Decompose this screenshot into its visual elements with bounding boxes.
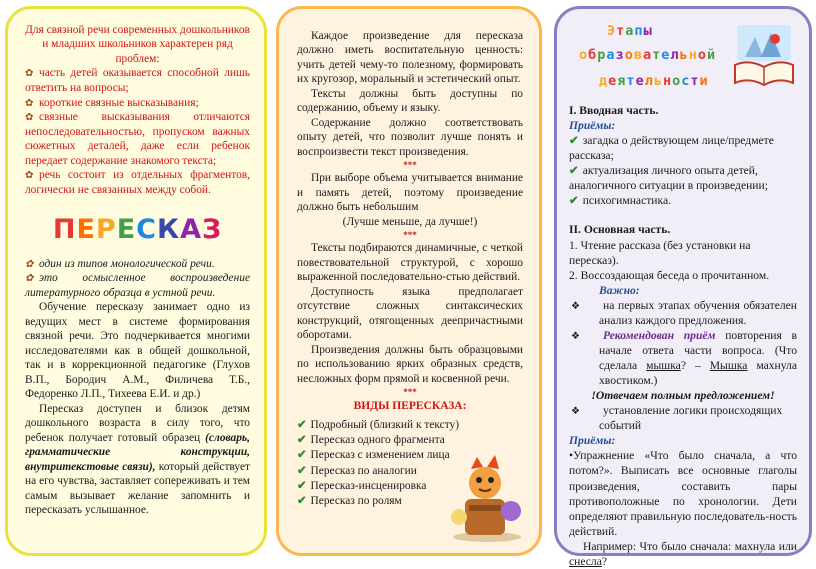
title-letter: б xyxy=(588,47,598,63)
big-title xyxy=(25,214,250,245)
title-letter: о xyxy=(672,73,682,89)
title-letter: й xyxy=(706,47,717,63)
definition-item: ✿ один из типов монологической речи. xyxy=(25,257,215,270)
important-item: ❖ на первых этапах обучения обязателен анализ каждого предложения. xyxy=(571,298,797,327)
panel-left xyxy=(5,6,267,556)
check-icon: ✔ xyxy=(569,134,579,148)
example-text: Например: Что было сначала: махнула или снесла? xyxy=(569,539,797,568)
title-letter: в xyxy=(633,47,643,63)
intro-item: ✔ психогимнастика. xyxy=(569,194,671,208)
flower-bullet-icon: ✿ xyxy=(25,112,34,124)
title-letter: Э xyxy=(607,23,617,39)
title-letter: л xyxy=(670,47,680,63)
paragraph-content: Содержание должно соответствовать опыту детей, что позволит лучше понять и воспроизвести текст произведения. xyxy=(297,116,523,158)
stages-title-line xyxy=(599,73,709,89)
section-main-title: II. Основная часть. xyxy=(569,223,671,237)
type-item: ✔ Пересказ по ролям xyxy=(297,494,402,507)
main-item: 2. Воссоздающая беседа о прочитанном. xyxy=(569,268,770,282)
type-item: ✔ Пересказ по аналогии xyxy=(297,464,417,477)
title-letter: а xyxy=(625,23,635,39)
title-letter: Е xyxy=(116,213,137,245)
paragraph-training: Обучение пересказу занимает одно из ведущих мест в системе формирования связной речи. Это подчеркивается многими исследователями как в общей дошкольной, так и в коррекционной педагогике (Глухов В.П., Бородич А.М., Филичева Т.Б., Федоренко Л.П., Тихеева Е.И. и др.) xyxy=(25,301,250,401)
paragraph-dynamic: Тексты подбираются динамичные, с четкой повествовательной структурой, с хорошо выраженной последовательно-стью действий. xyxy=(297,242,523,284)
recommended-item: ❖ Рекомендован приём повторения в начале ответа части вопроса. (Что сделала мышка? – Мышка махнула хвостиком.) xyxy=(571,328,798,388)
check-icon: ✔ xyxy=(297,494,307,507)
check-icon: ✔ xyxy=(569,164,579,178)
title-letter: а xyxy=(642,47,653,63)
title-letter: а xyxy=(606,47,616,63)
title-letter: п xyxy=(634,23,644,39)
paragraph-accessibility: Пересказ доступен и близок детям дошкольного возраста в силу того, что ребенок получает готовый образец (словарь, грамматические конструкции, внутритекстовые связи), который действует на его чувства, заставляет сопереживать и тем самым вызывает желание запомнить и пересказать услышанное. xyxy=(25,402,250,517)
type-item: ✔ Пересказ одного фрагмента xyxy=(297,434,445,447)
definition-item: ✿ это осмысленное воспроизведение литературного образца в устной речи. xyxy=(25,272,250,299)
stars-divider: *** xyxy=(403,230,417,241)
paragraph-volume: При выборе объема учитывается внимание и память детей, поэтому произведение должно быть небольшим xyxy=(297,172,523,214)
fairytale-characters-illustration xyxy=(447,447,525,543)
techniques-label: Приёмы: xyxy=(569,434,616,448)
title-letter: К xyxy=(156,213,181,245)
title-letter: З xyxy=(201,213,223,245)
title-letter: Е xyxy=(76,213,96,245)
dot-bullet-icon: • xyxy=(569,449,574,463)
flower-bullet-icon: ✿ xyxy=(25,68,34,80)
main-item: 1. Чтение рассказа (без установки на пересказ). xyxy=(569,238,751,267)
title-letter: о xyxy=(579,47,589,63)
section-intro-title: I. Вводная часть. xyxy=(569,104,659,117)
title-letter: е xyxy=(608,73,618,89)
stages-title-line xyxy=(607,23,653,39)
title-letter: ы xyxy=(643,23,653,39)
title-letter: я xyxy=(617,73,627,89)
techniques-label: Приёмы: xyxy=(569,119,616,133)
paragraph-value: Каждое произведение для пересказа должно иметь воспитательную ценность: учить детей чему-то полезному, формировать их кругозор, моральный и эстетический опыт. xyxy=(297,30,523,86)
title-letter: ь xyxy=(653,73,663,89)
volume-quote: (Лучше меньше, да лучше!) xyxy=(342,215,478,228)
open-book-icon xyxy=(731,21,797,91)
exercise-item: •Упражнение «Что было сначала, а что потом?». Выписать все основные глаголы произведения, составить пары противоположные по хронологии. Дети определяют правильную последователь-ность действий. xyxy=(569,449,797,538)
title-letter: л xyxy=(644,73,654,89)
type-item: ✔ Пересказ-инсценировка xyxy=(297,479,427,492)
title-letter: е xyxy=(661,47,671,63)
problem-item: ✿ связные высказывания отличаются непоследовательностью, пропуском важных сюжетных деталей, даже если ребенок передает содержание знакомого текста; xyxy=(25,111,250,167)
title-letter: А xyxy=(180,213,202,245)
type-item: ✔ Пересказ с изменением лица xyxy=(297,449,450,462)
logic-item: ❖ установление логики происходящих событий xyxy=(571,404,783,433)
title-letter: н xyxy=(688,47,698,63)
title-letter: т xyxy=(626,73,636,89)
title-letter: ь xyxy=(679,47,689,63)
paragraph-access: Тексты должны быть доступны по содержанию, объему и языку. xyxy=(297,87,523,115)
title-letter: и xyxy=(699,73,709,89)
title-letter: т xyxy=(616,23,626,39)
important-label: Важно: xyxy=(599,283,640,297)
diamond-bullet-icon: ❖ xyxy=(571,406,580,418)
flower-bullet-icon: ✿ xyxy=(25,273,34,285)
stages-title-line xyxy=(579,47,716,63)
title-letter: е xyxy=(635,73,645,89)
title-letter: П xyxy=(52,213,77,245)
intro-item: ✔ актуализация личного опыта детей, аналогичного ситуации в произведении; xyxy=(569,164,768,193)
problem-item: ✿ часть детей оказывается способной лишь ответить на вопросы; xyxy=(25,67,250,95)
full-answer-note: !Отвечаем полным предложением! xyxy=(591,389,775,403)
type-item: ✔ Подробный (близкий к тексту) xyxy=(297,419,460,432)
title-letter: р xyxy=(597,47,607,63)
title-letter: д xyxy=(599,73,609,89)
diamond-bullet-icon: ❖ xyxy=(571,300,580,312)
flower-bullet-icon: ✿ xyxy=(25,258,34,270)
paragraph-samples: Произведения должны быть образцовыми по использованию ярких образных средств, несложных форм прямой и косвенной речи. xyxy=(297,343,523,385)
diamond-bullet-icon: ❖ xyxy=(571,330,580,342)
title-letter: с xyxy=(681,73,691,89)
title-letter: т xyxy=(652,47,662,63)
check-icon: ✔ xyxy=(297,449,307,462)
problems-intro: Для связной речи современных дошкольников и младших школьников характерен ряд проблем: xyxy=(25,24,250,65)
title-letter: С xyxy=(136,213,157,245)
problem-item: ✿ речь состоит из отдельных фрагментов, логически не связанных между собой. xyxy=(25,169,250,197)
problem-item: ✿ короткие связные высказывания; xyxy=(25,96,199,109)
flower-bullet-icon: ✿ xyxy=(25,170,34,182)
check-icon: ✔ xyxy=(297,464,307,477)
panel-right xyxy=(554,6,812,568)
flower-bullet-icon: ✿ xyxy=(25,97,34,109)
check-icon: ✔ xyxy=(297,434,307,447)
title-letter: Р xyxy=(95,213,117,245)
check-icon: ✔ xyxy=(297,419,307,432)
title-letter: о xyxy=(624,47,634,63)
title-letter: т xyxy=(690,73,700,89)
panel-middle xyxy=(276,6,542,556)
stars-divider: *** xyxy=(403,160,417,171)
types-title: ВИДЫ ПЕРЕСКАЗА: xyxy=(353,400,467,413)
title-letter: н xyxy=(662,73,673,89)
title-letter: о xyxy=(697,47,707,63)
check-icon: ✔ xyxy=(569,194,579,208)
stars-divider: *** xyxy=(403,387,417,398)
check-icon: ✔ xyxy=(297,479,307,492)
title-letter: з xyxy=(615,47,625,63)
stages-header xyxy=(569,17,797,99)
paragraph-language: Доступность языка предполагает отсутствие сложных синтаксических конструкций, отягощенных деепричастными оборотами. xyxy=(297,285,523,342)
intro-item: ✔ загадка о действующем лице/предмете рассказа; xyxy=(569,134,774,163)
